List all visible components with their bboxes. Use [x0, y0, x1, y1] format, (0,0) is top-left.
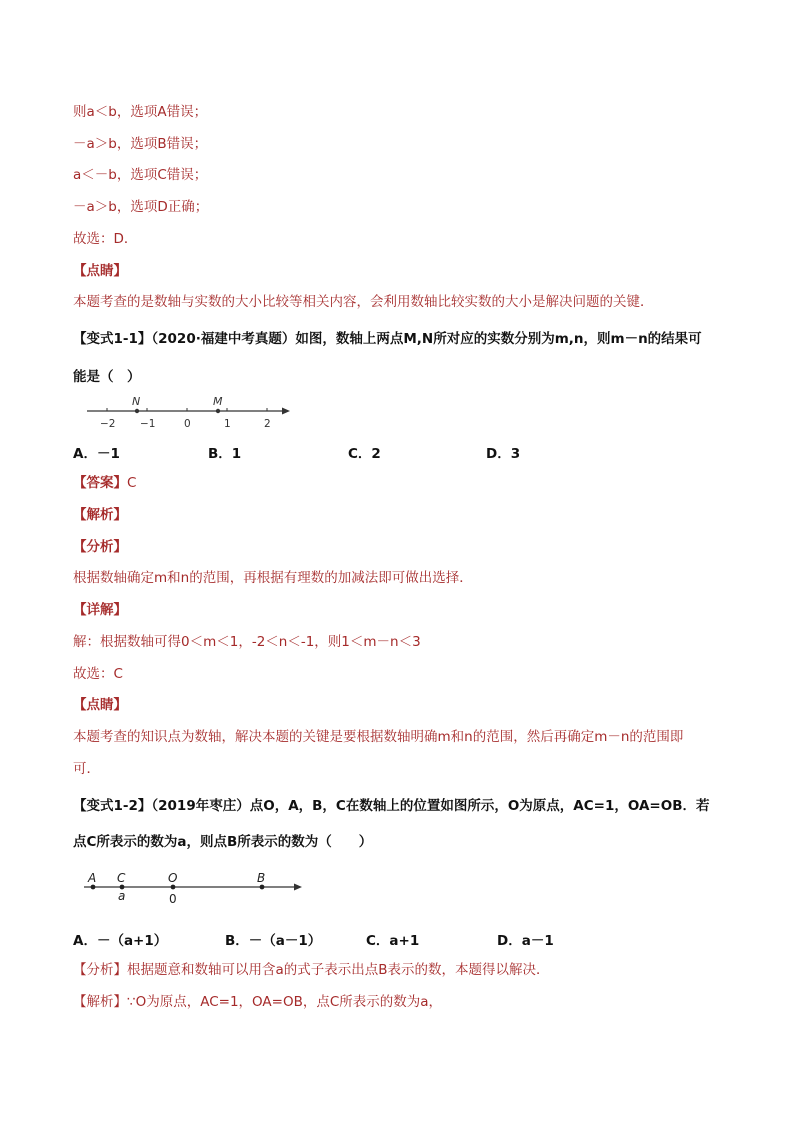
question-1-1 [73, 330, 702, 348]
analysis-text: 根据数轴确定m和n的范围，再根据有理数的加减法即可做出选择． [73, 570, 473, 586]
q2-solution-tag: 【解析】 [73, 994, 127, 1010]
line-option-c: a＜－b，选项C错误； [73, 167, 208, 183]
option-a-2[interactable]: A．－（a+1） [73, 933, 168, 949]
comment-text-cont: 可． [73, 761, 100, 777]
point-b [260, 885, 265, 890]
point-m [216, 409, 220, 413]
q2-analysis-text: 根据题意和数轴可以用含a的式子表示出点B表示的数，本题得以解决． [127, 962, 550, 978]
question-1-2-cont: 点C所表示的数为a，则点B所表示的数为（ ） [73, 834, 373, 850]
point-n [135, 409, 139, 413]
section-tag-fenxi: 【分析】 [73, 539, 127, 555]
question-text: （2020·福建中考真题）如图，数轴上两点M,N所对应的实数分别为m,n，则m－n的结果可 [151, 331, 702, 347]
point-label-o: O [168, 871, 178, 885]
option-c-2[interactable]: C．a+1 [366, 933, 420, 949]
tick-label: 2 [264, 418, 271, 430]
tick-label: −1 [140, 418, 156, 430]
option-b[interactable]: B．1 [208, 446, 242, 462]
point-label-b: B [257, 871, 266, 885]
line-option-b: －a＞b，选项B错误； [73, 136, 208, 152]
option-d-2[interactable]: D．a－1 [497, 933, 554, 949]
section-tag-jiexi: 【解析】 [73, 507, 127, 523]
sublabel-zero: 0 [169, 892, 177, 906]
detail-text: 解：根据数轴可得0＜m＜1，-2＜n＜-1，则1＜m－n＜3 [73, 634, 421, 650]
option-d[interactable]: D．3 [486, 446, 521, 462]
axis-arrow [294, 884, 302, 891]
question-1-1-cont: 能是（ ） [73, 369, 141, 385]
question-tag: 【变式1-2】 [73, 798, 152, 814]
answer-line [73, 474, 136, 492]
option-c[interactable]: C．2 [348, 446, 381, 462]
tick-label: −2 [100, 418, 116, 430]
sublabel-a: a [118, 889, 126, 903]
point-label-m: M [213, 395, 223, 408]
answer-tag: 【答案】 [73, 475, 127, 491]
line-summary: 本题考查的是数轴与实数的大小比较等相关内容，会利用数轴比较实数的大小是解决问题的关键． [73, 294, 654, 310]
q2-solution-line [73, 993, 442, 1011]
tick-label: 1 [224, 418, 231, 430]
number-line-figure-2 [82, 868, 307, 910]
point-a [91, 885, 96, 890]
point-o [171, 885, 176, 890]
line-option-a: 则a＜b，选项A错误； [73, 104, 208, 120]
point-label-n: N [132, 395, 141, 408]
section-tag-dianjing-2: 【点睛】 [73, 697, 127, 713]
question-text: （2019年枣庄）点O，A，B，C在数轴上的位置如图所示，O为原点，AC=1，OA=OB．若 [151, 798, 710, 814]
point-label-c: C [117, 871, 126, 885]
comment-text: 本题考查的知识点为数轴，解决本题的关键是要根据数轴明确m和n的范围，然后再确定m－n的范围即 [73, 729, 684, 745]
detail-choice: 故选：C [73, 666, 123, 682]
q2-analysis-tag: 【分析】 [73, 962, 127, 978]
axis-arrow [282, 408, 290, 415]
q2-analysis-line [73, 961, 550, 979]
number-line-figure-1 [85, 394, 295, 432]
line-choice: 故选：D． [73, 231, 138, 247]
option-a[interactable]: A．－1 [73, 446, 120, 462]
section-tag-xiangjie: 【详解】 [73, 602, 127, 618]
question-tag: 【变式1-1】 [73, 331, 152, 347]
line-option-d: －a＞b，选项D正确； [73, 199, 209, 215]
question-1-2 [73, 797, 710, 815]
option-b-2[interactable]: B．－（a－1） [225, 933, 322, 949]
section-tag-dianjing: 【点睛】 [73, 263, 127, 279]
answer-value: C [127, 475, 137, 491]
point-label-a: A [88, 871, 97, 885]
tick-label: 0 [184, 418, 191, 430]
q2-solution-text: ∵O为原点，AC=1，OA=OB，点C所表示的数为a， [127, 994, 443, 1010]
